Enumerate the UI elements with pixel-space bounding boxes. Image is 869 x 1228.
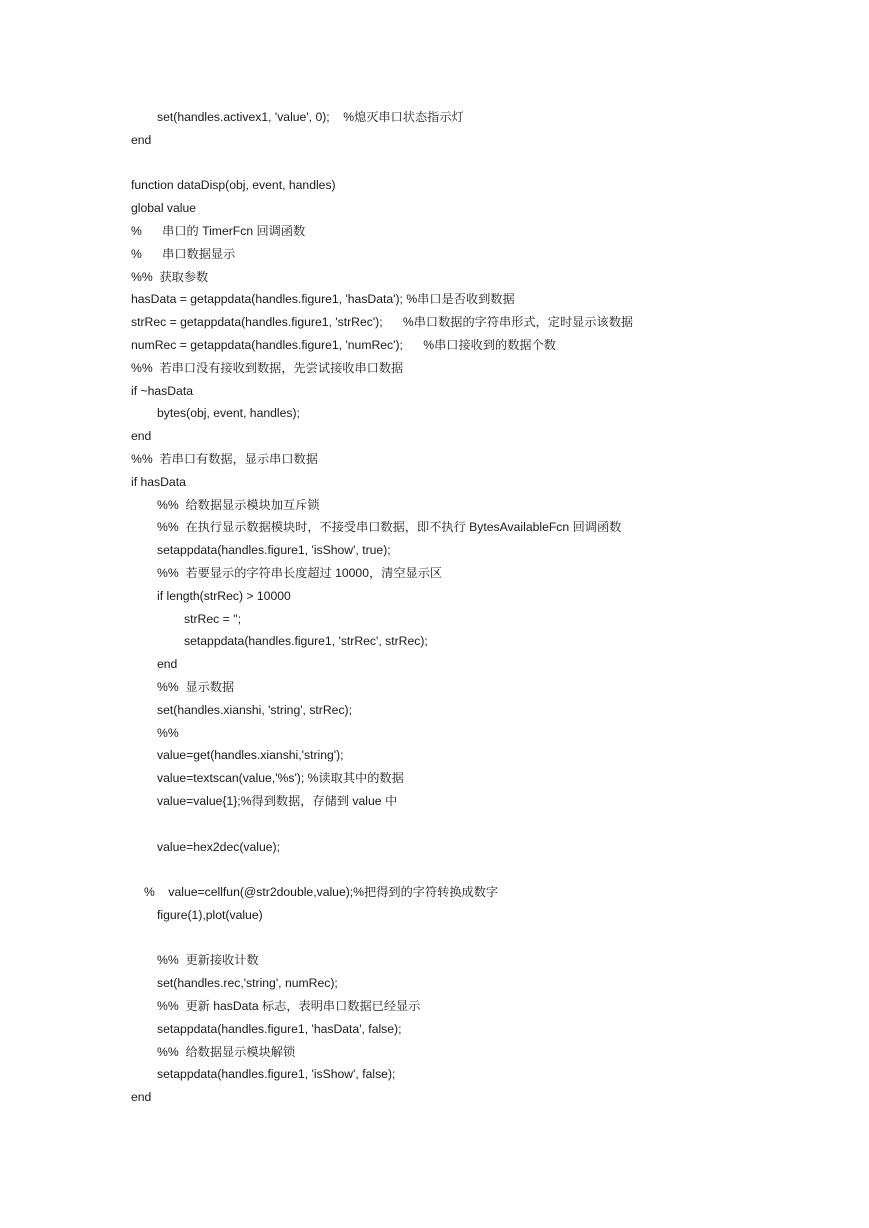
code-line: setappdata(handles.figure1, 'strRec', strRec); <box>184 634 428 649</box>
code-line: % 串口的 TimerFcn 回调函数 <box>131 223 306 238</box>
code-line: function dataDisp(obj, event, handles) <box>131 178 336 193</box>
code-line: end <box>157 657 178 672</box>
code-line: %% <box>157 725 179 740</box>
code-line: value=value{1};%得到数据，存储到 value 中 <box>157 793 398 808</box>
code-line: %% 在执行显示数据模块时，不接受串口数据，即不执行 BytesAvailableFcn 回调函数 <box>157 520 622 535</box>
code-line: hasData = getappdata(handles.figure1, 'hasData'); %串口是否收到数据 <box>131 292 515 307</box>
code-line: end <box>131 1090 152 1105</box>
code-line: setappdata(handles.figure1, 'isShow', true); <box>157 543 391 558</box>
blank-line <box>131 152 831 175</box>
code-line: strRec = getappdata(handles.figure1, 'strRec'); %串口数据的字符串形式，定时显示该数据 <box>131 315 634 330</box>
code-line: %% 给数据显示模块解锁 <box>157 1044 296 1059</box>
code-line: setappdata(handles.figure1, 'hasData', false); <box>157 1021 402 1036</box>
code-line: %% 更新接收计数 <box>157 953 259 968</box>
code-line: %% 若串口没有接收到数据，先尝试接收串口数据 <box>131 360 404 375</box>
blank-line <box>131 927 831 950</box>
code-line: if ~hasData <box>131 383 193 398</box>
code-line: value=hex2dec(value); <box>157 839 280 854</box>
code-line: numRec = getappdata(handles.figure1, 'numRec'); %串口接收到的数据个数 <box>131 337 556 352</box>
code-line: %% 显示数据 <box>157 679 235 694</box>
code-line: figure(1),plot(value) <box>157 907 263 922</box>
code-line: value=get(handles.xianshi,'string'); <box>157 748 344 763</box>
code-line: if hasData <box>131 474 186 489</box>
code-line: end <box>131 429 152 444</box>
code-line: %% 若串口有数据，显示串口数据 <box>131 451 318 466</box>
code-line: global value <box>131 201 197 216</box>
code-line: end <box>131 132 152 147</box>
blank-line <box>131 858 831 881</box>
code-line: % value=cellfun(@str2double,value);%把得到的字符转换成数字 <box>144 885 499 900</box>
code-line: %% 给数据显示模块加互斥锁 <box>157 497 320 512</box>
code-line: set(handles.activex1, 'value', 0); %熄灭串口状态指示灯 <box>157 110 464 124</box>
code-line: setappdata(handles.figure1, 'isShow', false); <box>157 1067 396 1082</box>
blank-line <box>131 813 831 836</box>
code-line: set(handles.rec,'string', numRec); <box>157 976 338 991</box>
code-line: bytes(obj, event, handles); <box>157 406 300 421</box>
code-line: % 串口数据显示 <box>131 246 236 261</box>
code-line: %% 获取参数 <box>131 269 209 284</box>
code-line: if length(strRec) > 10000 <box>157 588 291 603</box>
code-listing <box>131 106 831 1109</box>
code-line: %% 若要显示的字符串长度超过 10000，清空显示区 <box>157 565 443 580</box>
code-line: set(handles.xianshi, 'string', strRec); <box>157 702 352 717</box>
code-line: value=textscan(value,'%s'); %读取其中的数据 <box>157 771 404 786</box>
code-line: %% 更新 hasData 标志，表明串口数据已经显示 <box>157 999 421 1014</box>
code-line: strRec = ''; <box>184 611 242 626</box>
